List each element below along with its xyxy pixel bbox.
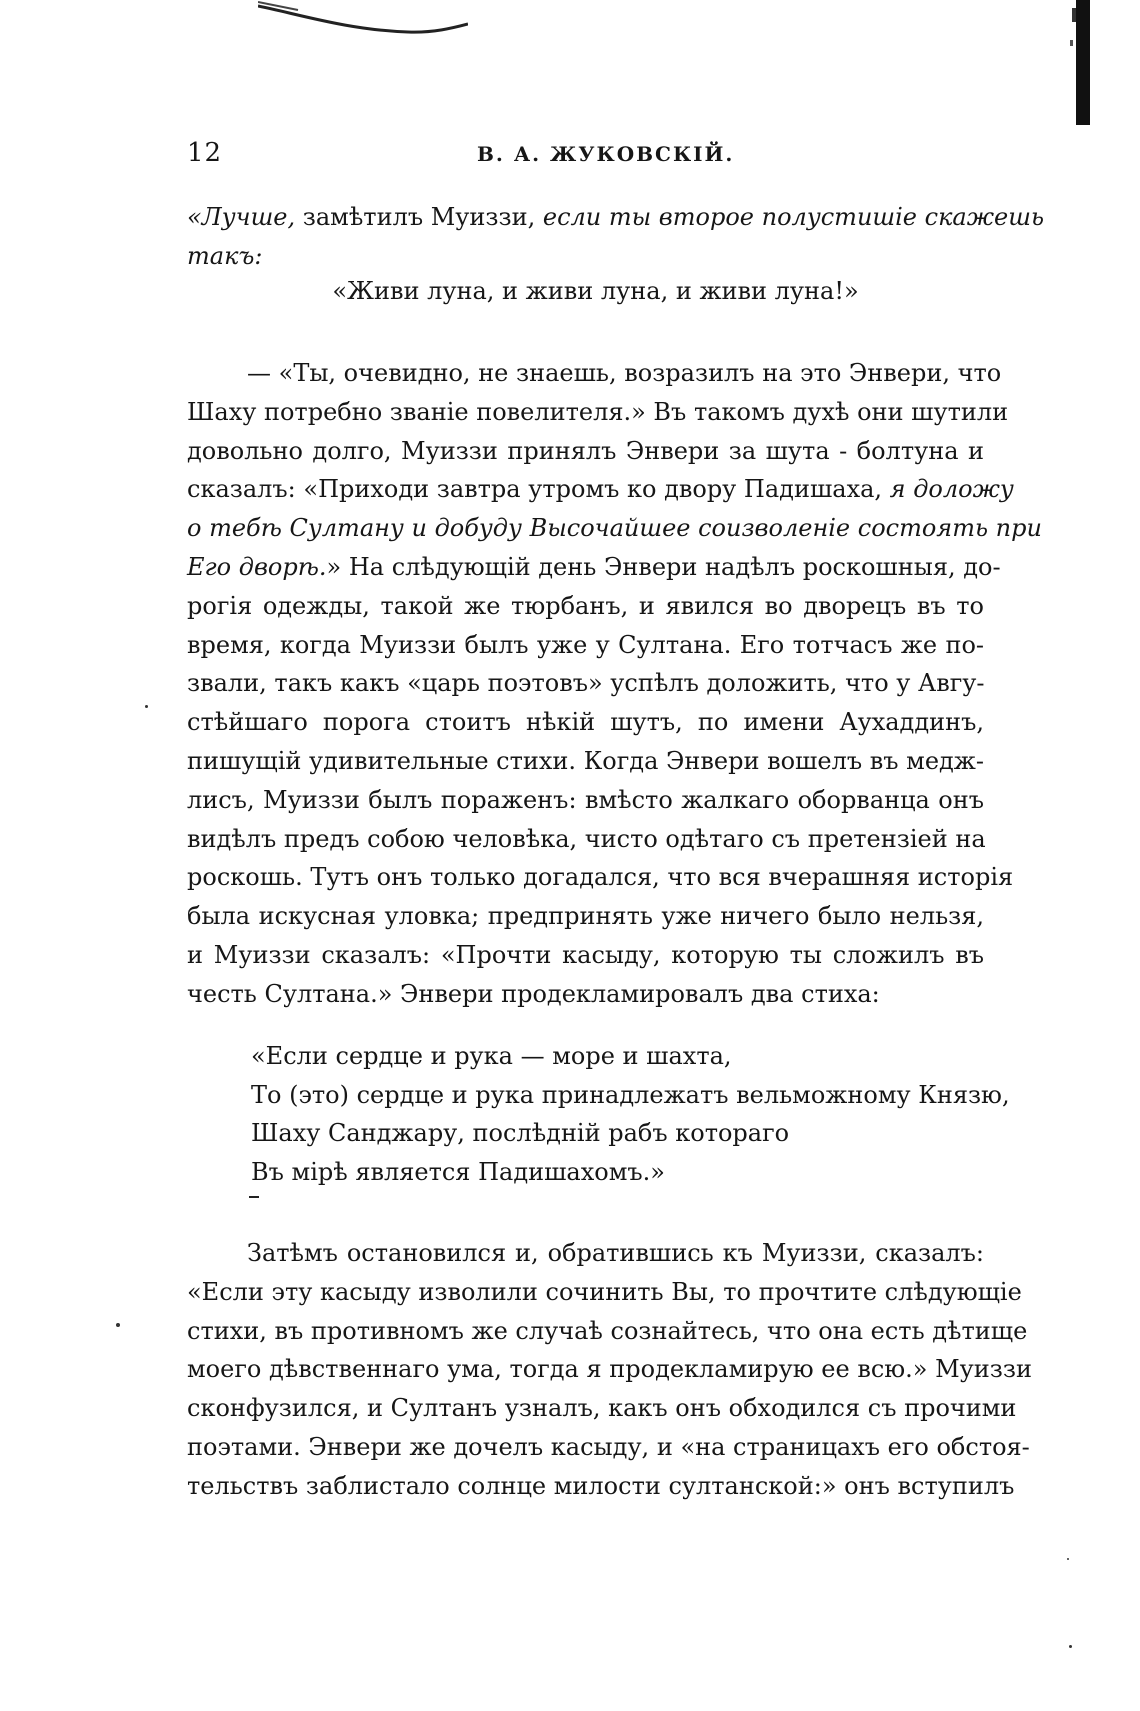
paragraph-2 [187,1234,1032,1506]
text-line: довольно долго, Муиззи принялъ Энвери за шута - болтуна и [187,436,984,465]
text-line: пишущій удивительные стихи. Когда Энвери вошелъ въ медж- [187,746,984,775]
text-line: сказалъ: «Приходи завтра утромъ ко двору Падишаха, я доложу [187,475,1014,504]
text-line: Его дворѣ.» На слѣдующій день Энвери надѣлъ роскошныя, до- [187,552,1001,581]
text-line: стихи, въ противномъ же случаѣ сознайтесь, что она есть дѣтище [187,1316,1028,1345]
text-line: — «Ты, очевидно, не знаешь, возразилъ на это Энвери, что [247,359,1002,387]
text-line: такъ: [187,241,263,270]
verse-line: «Если сердце и рука — море и шахта, [251,1042,732,1070]
quoted-verse-line: «Живи луна, и живи луна, и живи луна!» [332,277,859,305]
verse-line: Шаху Санджару, послѣдній рабъ котораго [251,1119,790,1147]
text-line: поэтами. Энвери же дочелъ касыду, и «на страницахъ его обстоя- [187,1432,1030,1461]
text-line: Затѣмъ остановился и, обратившись къ Муиззи, сказалъ: [247,1239,984,1267]
text-line: сконфузился, и Султанъ узналъ, какъ онъ обходился съ прочими [187,1394,1017,1423]
verse-block [251,1037,1010,1191]
scan-speck [116,1323,120,1327]
text-line: Шаху потребно званіе повелителя.» Въ такомъ духѣ они шутили [187,397,1009,426]
paragraph-1 [187,354,1042,1014]
scan-edge-right [1066,0,1096,140]
scan-smudge-top [258,0,468,40]
opening-text [187,198,1045,276]
text-line: «Лучше, замѣтилъ Муиззи, если ты второе полустишіе скажешь [187,203,1045,231]
text-line: тельствъ заблистало солнце милости султанской:» онъ вступилъ [187,1471,1015,1500]
text-line: «Если эту касыду изволили сочинить Вы, то прочтите слѣдующіе [187,1277,1022,1306]
text-line: видѣлъ предъ собою человѣка, чисто одѣтаго съ претензіей на [187,824,986,853]
page-number: 12 [187,138,223,168]
scan-speck [145,705,148,708]
scan-speck [1067,1558,1069,1560]
text-line: была искусная уловка; предпринять уже ничего было нельзя, [187,902,984,931]
text-line: моего дѣвственнаго ума, тогда я продекламирую ее всю.» Муиззи [187,1355,1032,1384]
page-header [187,138,987,178]
text-line: рогія одежды, такой же тюрбанъ, и явился во дворецъ въ то [187,591,984,620]
text-line: время, когда Муиззи былъ уже у Султана. Его тотчасъ же по- [187,630,984,659]
verse-line: Въ мірѣ является Падишахомъ.» [251,1157,665,1186]
verse-line: То (это) сердце и рука принадлежатъ вельможному Князю, [251,1080,1010,1109]
text-line: лисъ, Муиззи былъ пораженъ: вмѣсто жалкаго оборванца онъ [187,785,984,814]
text-line: и Муиззи сказалъ: «Прочти касыду, которую ты сложилъ въ [187,940,984,969]
text-line: стѣйшаго порога стоитъ нѣкій шутъ, по имени Аухаддинъ, [187,708,984,737]
running-title: В. А. ЖУКОВСКІЙ. [477,142,735,166]
text-line: честь Султана.» Энвери продекламировалъ два стиха: [187,979,880,1008]
text-line: о тебѣ Султану и добуду Высочайшее соизволеніе состоять при [187,514,1042,543]
text-line: звали, такъ какъ «царь поэтовъ» успѣлъ доложить, что у Авгу- [187,669,985,698]
text-line: роскошь. Тутъ онъ только догадался, что вся вчерашняя исторія [187,863,1014,892]
stray-dash [249,1196,259,1198]
scan-speck [1069,1645,1072,1648]
